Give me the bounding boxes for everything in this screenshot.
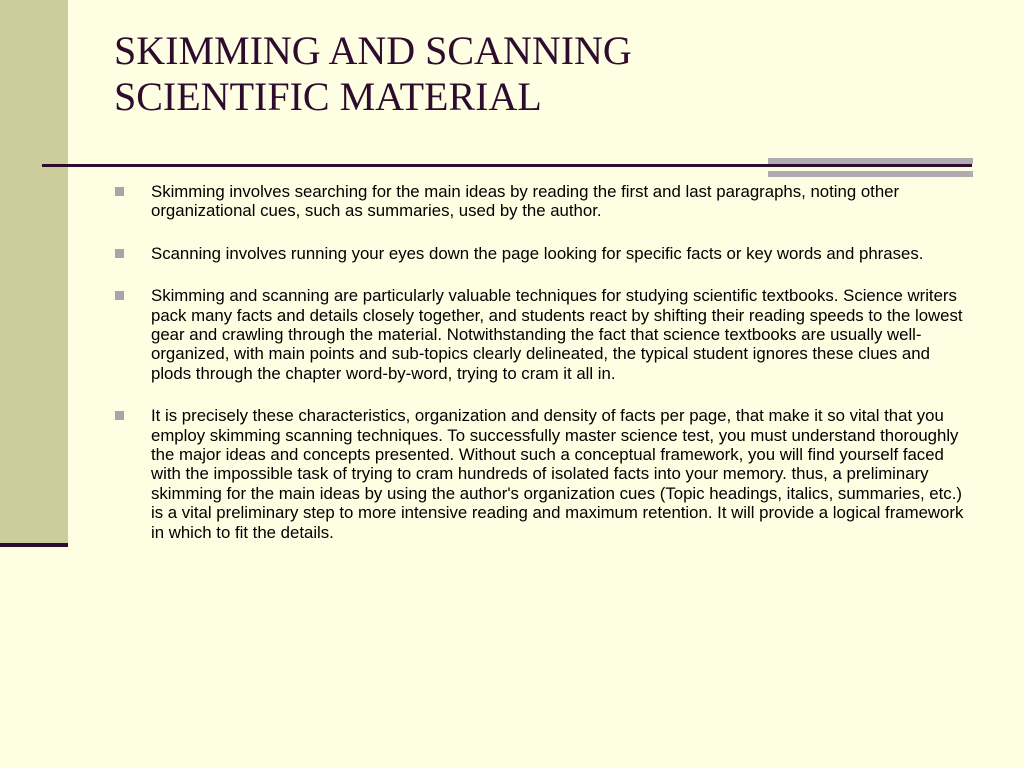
bullet-list (112, 182, 972, 565)
accent-stripe-top (768, 158, 973, 164)
square-bullet-icon (115, 411, 124, 420)
square-bullet-icon (115, 187, 124, 196)
bullet-text: It is precisely these characteristics, organization and density of facts per page, that make it so vital that you employ skimming scanning techniques. To successfully master science test, you must understand thoroughly the major ideas and concepts presented. Without such a conceptual framework, you will find yourself faced with the impossible task of trying to cram hundreds of isolated facts into your memory. thus, a preliminary skimming for the main ideas by using the author's organization cues (Topic headings, italics, summaries, etc.) is a vital preliminary step to more intensive reading and maximum retention. It will provide a logical framework in which to fit the details. (151, 406, 964, 542)
square-bullet-icon (115, 291, 124, 300)
bullet-text: Skimming involves searching for the main ideas by reading the first and last paragraphs, noting other organizational cues, such as summaries, used by the author. (151, 182, 900, 221)
bullet-text: Scanning involves running your eyes down the page looking for specific facts or key words and phrases. (151, 243, 924, 263)
sidebar-divider-line (0, 543, 68, 547)
accent-stripe-bottom (768, 171, 973, 177)
title-accent-stripes (768, 158, 973, 178)
bullet-text: Skimming and scanning are particularly valuable techniques for studying scientific textbooks. Science writers pack many facts and details closely together, and students react by shifting their reading speeds to the lowest gear and crawling through the material. Notwithstanding the fact that science textbooks are usually well-organized, with main points and sub-topics clearly delineated, the typical student ignores these clues and plods through the chapter word-by-word, trying to cram it all in. (151, 286, 963, 383)
bullet-item-characteristics (112, 406, 972, 542)
slide-title-line-1: SKIMMING AND SCANNING (114, 28, 632, 73)
left-sidebar-band (0, 0, 68, 546)
bullet-item-scanning (112, 244, 972, 263)
bullet-item-textbooks (112, 286, 972, 383)
slide-title-line-2: SCIENTIFIC MATERIAL (114, 74, 542, 119)
slide-title (114, 28, 954, 120)
bullet-item-skimming (112, 182, 972, 221)
square-bullet-icon (115, 249, 124, 258)
